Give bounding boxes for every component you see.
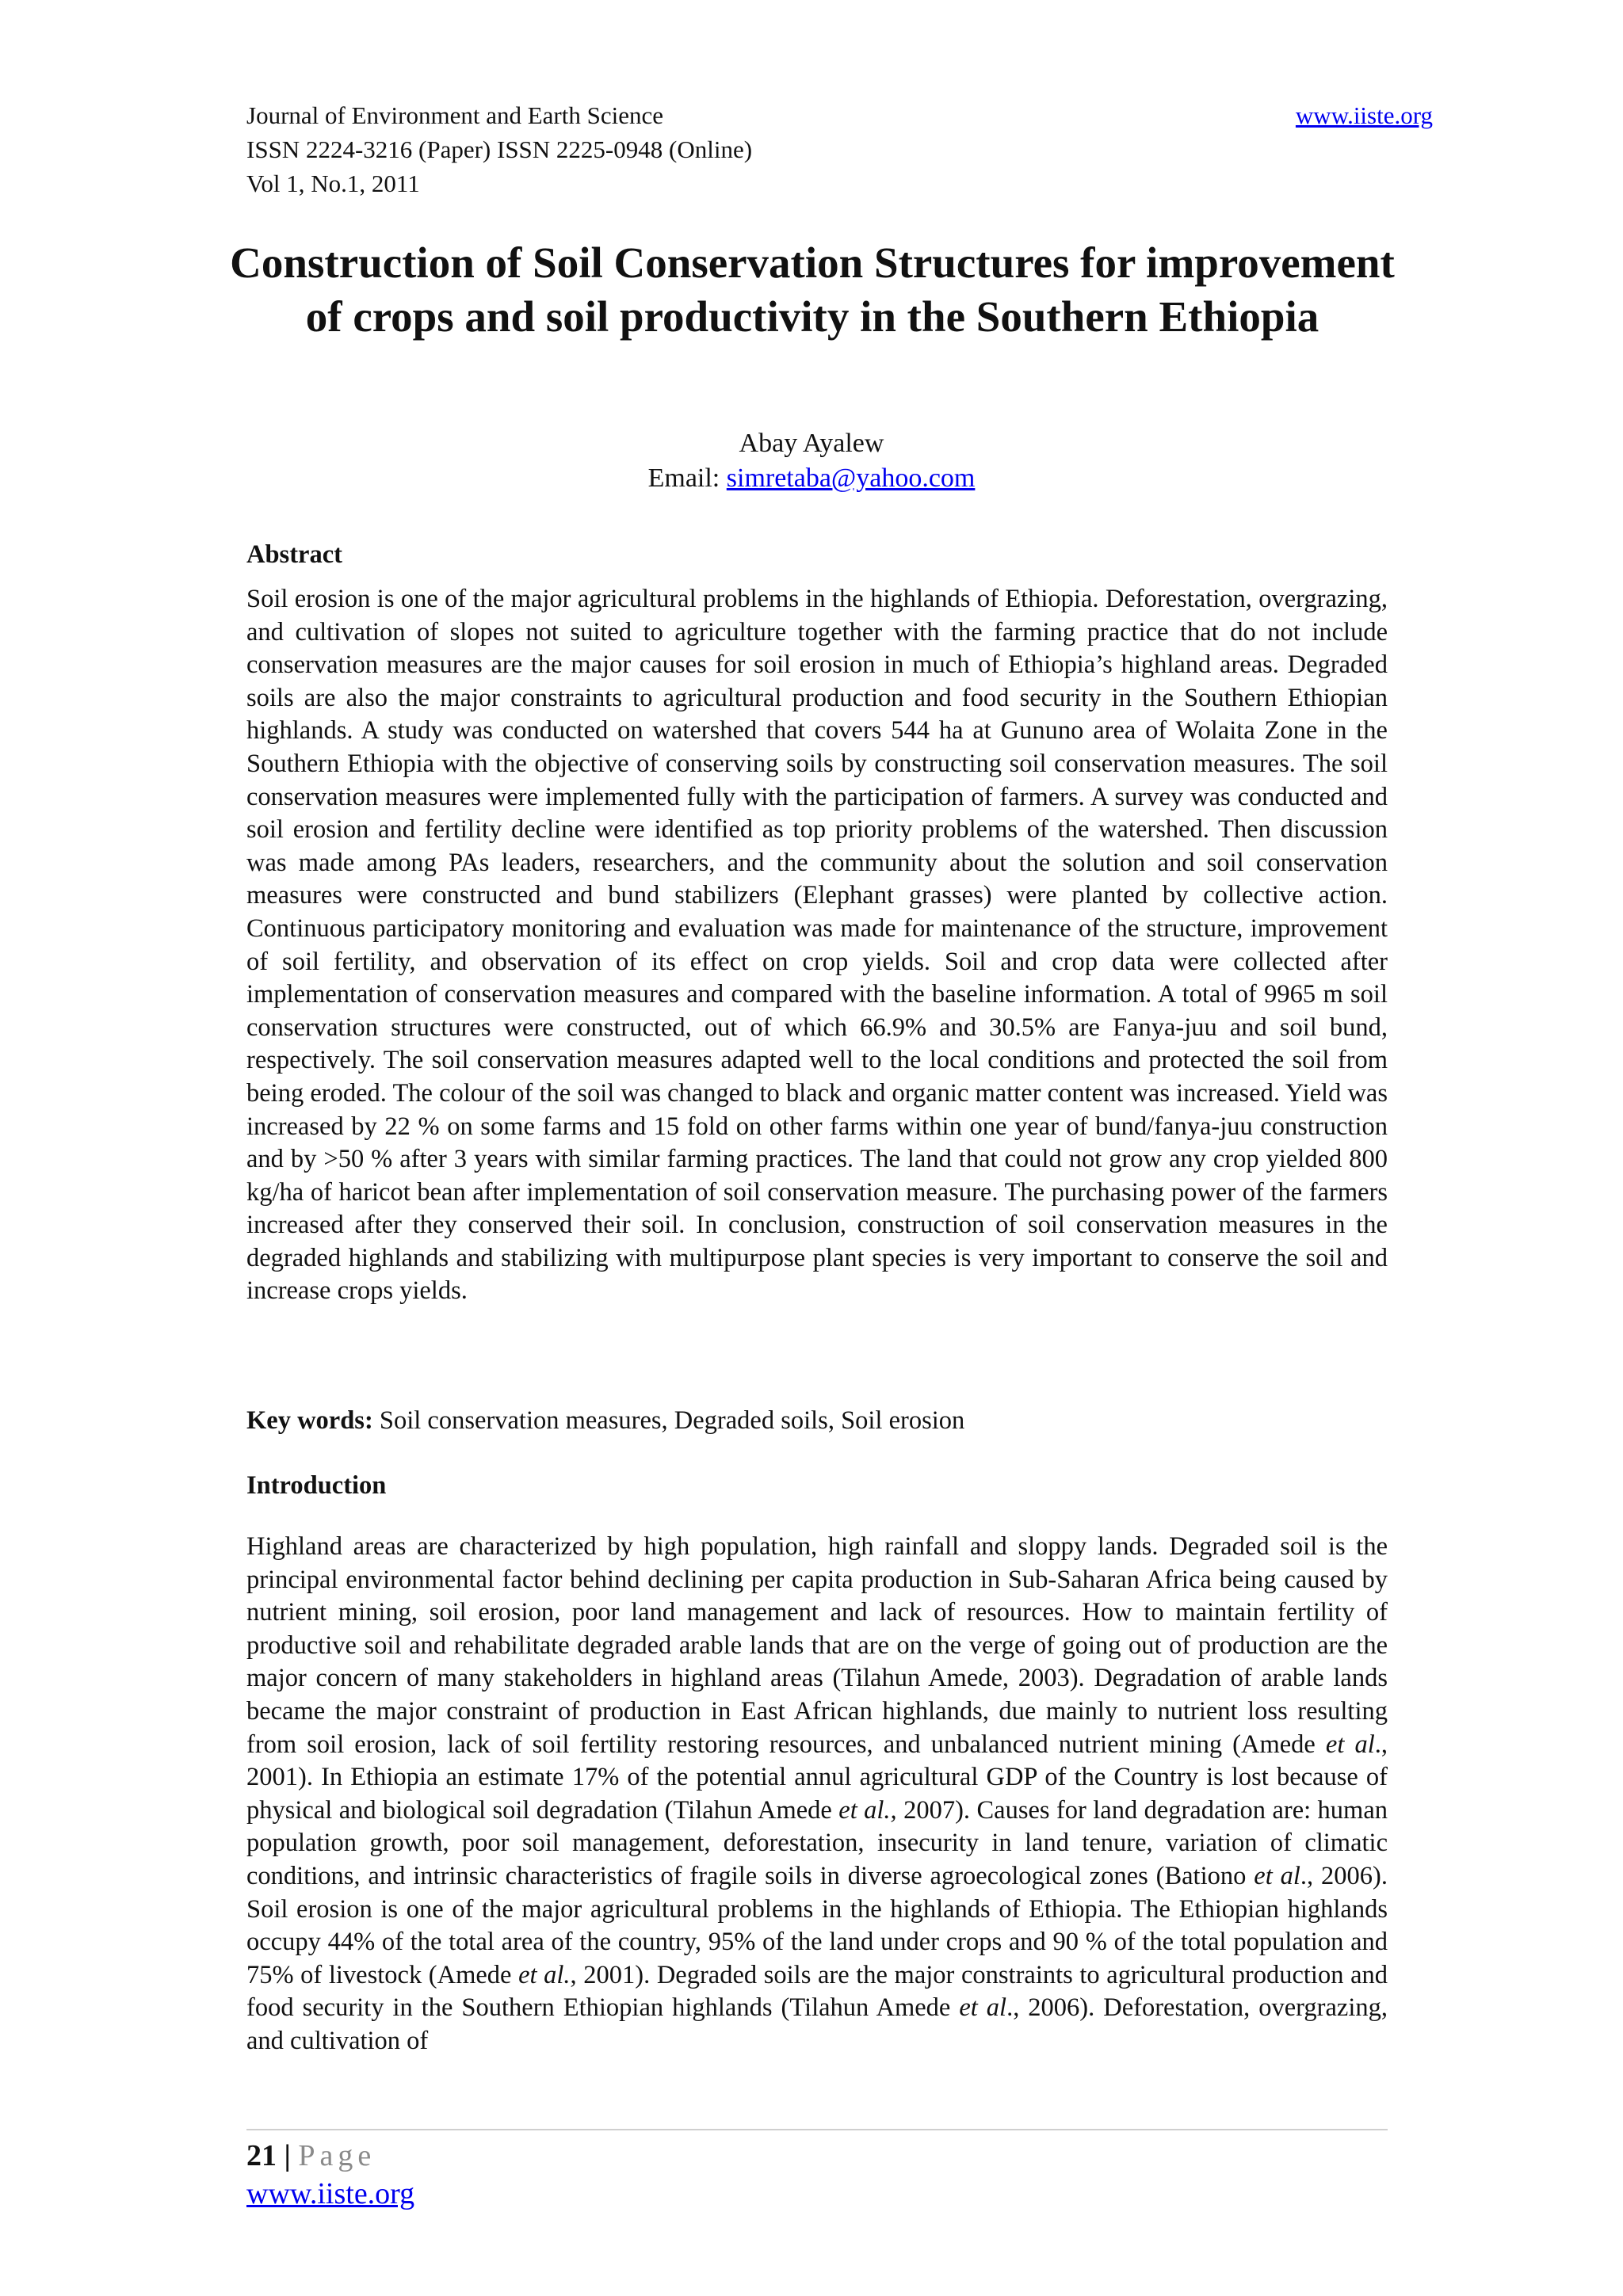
citation-etal: et al. [518, 1960, 571, 1989]
email-link[interactable]: simretaba@yahoo.com [726, 463, 976, 493]
journal-header [246, 98, 1433, 200]
abstract-heading: Abstract [246, 540, 342, 569]
footer-separator: | [277, 2139, 299, 2172]
journal-issn: ISSN 2224-3216 (Paper) ISSN 2225-0948 (Online) [246, 135, 753, 163]
introduction-heading: Introduction [246, 1471, 387, 1500]
email-label: Email: [647, 463, 720, 493]
introduction-segment: 2007). Causes for land degradation are: human population growth, poor soil management, deforestation, insecurity in land tenure, variation of climatic conditions, and intrinsic characteristics of fragile soils in diverse agroecological zones (Bationo [246, 1795, 1388, 1890]
citation-etal: et al [1325, 1730, 1375, 1759]
introduction-segment: Highland areas are characterized by high population, high rainfall and sloppy lands. Degraded soil is the principal environmental factor behind declining per capita production in Sub-Saharan Africa being caused by nutrient mining, soil erosion, poor land management and lack of resources. How to maintain fertility of productive soil and rehabilitate degraded arable lands that are on the verge of going out of production are the major concern of many stakeholders in highland areas (Tilahun Amede, 2003). Degradation of arable lands became the major constraint of production in East African highlands, due mainly to nutrient loss resulting from soil erosion, lack of soil fertility restoring resources, and unbalanced nutrient mining (Amede [246, 1532, 1388, 1759]
introduction-text [246, 1531, 1388, 2058]
page-footer [246, 2137, 414, 2213]
citation-etal: et al., [838, 1795, 897, 1825]
author-block [0, 426, 1623, 496]
keywords [246, 1405, 1388, 1438]
header-site-link[interactable]: www.iiste.org [1295, 101, 1433, 129]
abstract-text: Soil erosion is one of the major agricultural problems in the highlands of Ethiopia. Deforestation, overgrazing, and cultivation of slopes not suited to agriculture together with the farming practice that do not include conservation measures are the major causes for soil erosion in much of Ethiopia’s highland areas. Degraded soils are also the major constraints to agricultural production and food security in the Southern Ethiopian highlands. A study was conducted on watershed that covers 544 ha at Gununo area of Wolaita Zone in the Southern Ethiopia with the objective of conserving soils by constructing soil conservation measures. The soil conservation measures were implemented fully with the participation of farmers. A survey was conducted and soil erosion and fertility decline were identified as top priority problems of the watershed. Then discussion was made among PAs leaders, researchers, and the community about the solution and soil conservation measures were constructed and bund stabilizers (Elephant grasses) were planted by collective action. Continuous participatory monitoring and evaluation was made for maintenance of the structure, improvement of soil fertility, and observation of its effect on crop yields. Soil and crop data were collected after implementation of conservation measures and compared with the baseline information. A total of 9965 m soil conservation structures were constructed, out of which 66.9% and 30.5% are Fanya-juu and soil bund, respectively. The soil conservation measures adapted well to the local conditions and protected the soil from being eroded. The colour of the soil was changed to black and organic matter content was increased. Yield was increased by 22 % on some farms and 15 fold on other farms within one year of bund/fanya-juu construction and by >50 % after 3 years with similar farming practices. The land that could not grow any crop yielded 800 kg/ha of haricot bean after implementation of soil conservation measure. The purchasing power of the farmers increased after they conserved their soil. In conclusion, construction of soil conservation measures in the degraded highlands and stabilizing with multipurpose plant species is very important to conserve the soil and increase crops yields. [246, 585, 1388, 1306]
citation-etal: et al [1254, 1861, 1300, 1890]
footer-site-link[interactable]: www.iiste.org [246, 2177, 415, 2210]
introduction-segment: , 2001). Degraded soils are the major constraints to agricultural production and food security in the Southern Ethiopian highlands (Tilahun Amede [246, 1960, 1388, 2023]
author-email [0, 461, 1623, 496]
page-number: 21 [246, 2139, 277, 2172]
footer-divider [246, 2129, 1388, 2130]
author-name: Abay Ayalew [739, 429, 884, 458]
journal-name: Journal of Environment and Earth Science [246, 101, 663, 129]
paper-title: Construction of Soil Conservation Structures for improvement of crops and soil productivity in the Southern Ethiopia [230, 238, 1395, 341]
keywords-text: Soil conservation measures, Degraded soils, Soil erosion [372, 1406, 965, 1435]
introduction-segment: ., 2006). Deforestation, overgrazing, and cultivation of [246, 1993, 1388, 2055]
introduction-segment: ., 2001). In Ethiopia an estimate 17% of the potential annul agricultural GDP of the Country is lost because of physical and biological soil degradation (Tilahun Amede [246, 1730, 1388, 1825]
citation-etal: et al [959, 1993, 1007, 2023]
page-label: Page [298, 2139, 376, 2172]
introduction-segment: ., 2006). Soil erosion is one of the major agricultural problems in the highlands of Ethiopia. The Ethiopian highlands occupy 44% of the total area of the country, 95% of the land under crops and 90 % of the total population and 75% of livestock (Amede [246, 1861, 1388, 1989]
journal-volume: Vol 1, No.1, 2011 [246, 170, 420, 197]
keywords-label: Key words: [246, 1406, 373, 1435]
